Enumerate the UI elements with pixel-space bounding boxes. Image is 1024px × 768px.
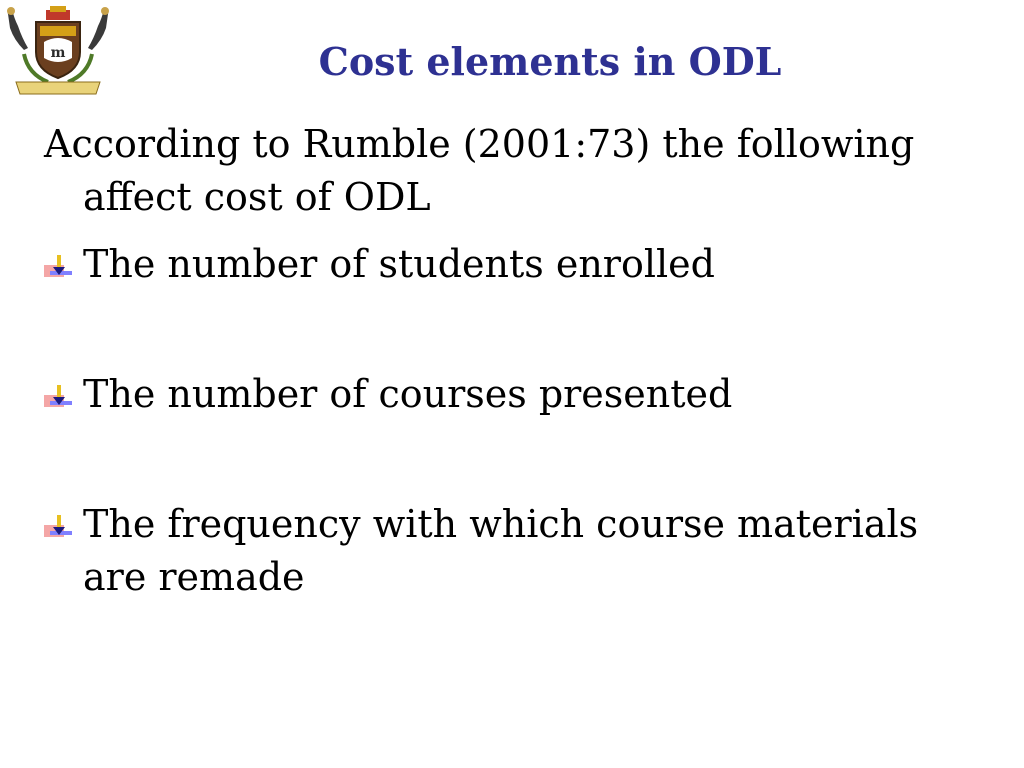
bullet-text: The number of courses presented (83, 372, 733, 416)
bullet-text: The number of students enrolled (83, 242, 715, 286)
list-item (44, 238, 984, 291)
arrow-bullet-icon (44, 513, 76, 545)
svg-text:m: m (50, 45, 66, 61)
slide-body (44, 118, 984, 604)
intro-paragraph: According to Rumble (2001:73) the following affect cost of ODL (44, 122, 915, 219)
bullet-text: The frequency with which course materials are remade (83, 502, 919, 599)
list-item (44, 368, 984, 421)
arrow-bullet-icon (44, 253, 76, 285)
page-title: Cost elements in ODL (318, 39, 782, 84)
list-item (44, 498, 984, 604)
arrow-bullet-icon (44, 383, 76, 415)
